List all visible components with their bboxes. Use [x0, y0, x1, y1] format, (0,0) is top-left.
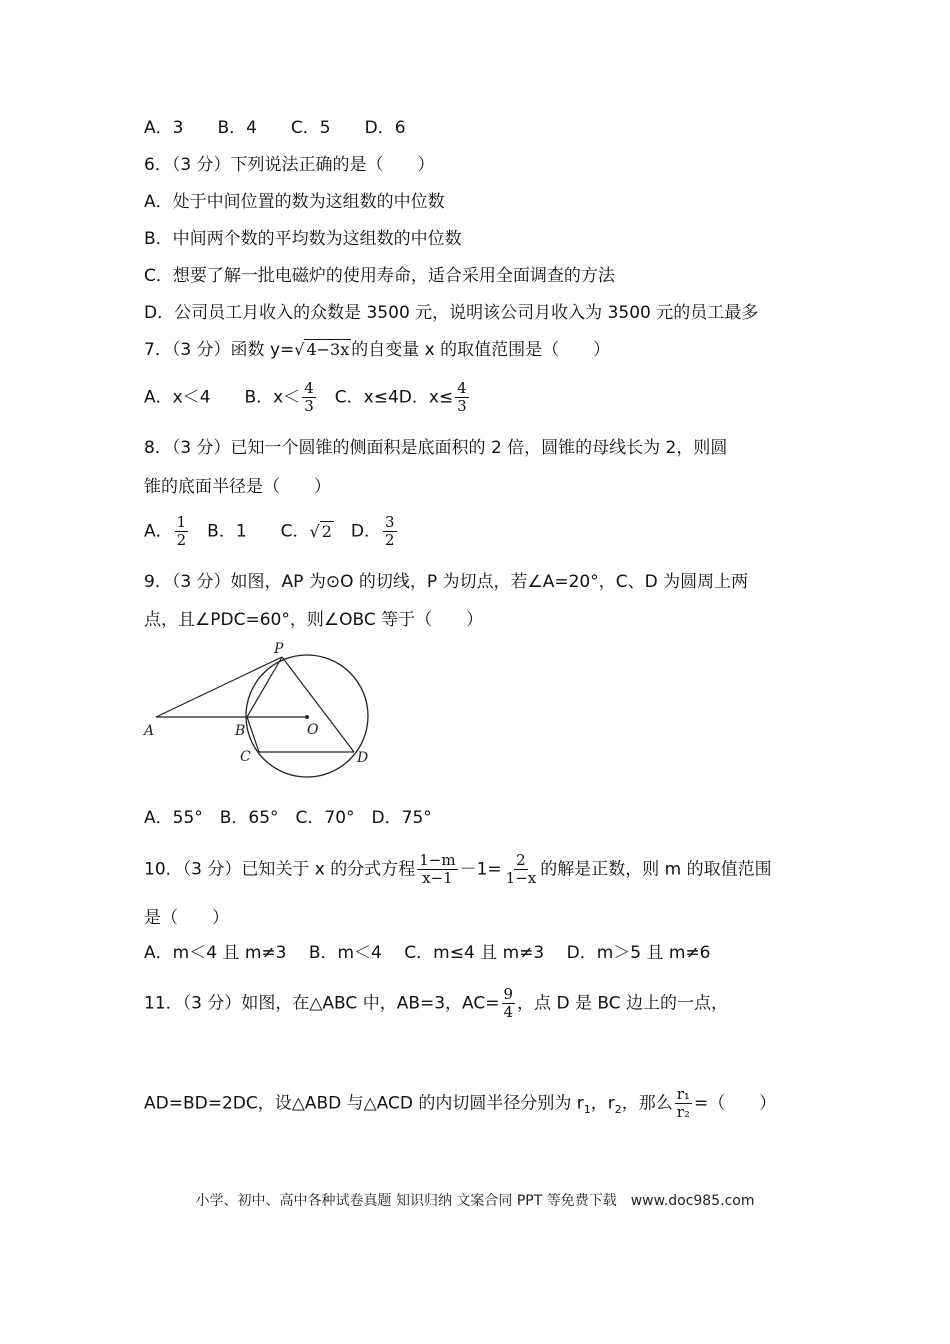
q7-option-cd: C．x≤4D．x≤: [317, 387, 454, 408]
q7-fraction-d: [455, 380, 469, 415]
q7-radicand: 4−3x: [306, 340, 350, 359]
q11-sep: ，r: [590, 1093, 615, 1114]
q7-stem-pre: 7．（3 分）函数 y=: [144, 340, 295, 360]
q7-fraction-b-den: 3: [304, 397, 314, 415]
q11-stem-post: ，点 D 是 BC 边上的一点，: [517, 993, 728, 1014]
q11-stem-pre: 11．（3 分）如图，在△ABC 中，AB=3，AC=: [144, 993, 500, 1014]
q11-line2-pre: AD=BD=2DC，设△ABD 与△ACD 的内切圆半径分别为 r: [144, 1093, 584, 1114]
q8-line2: 锥的底面半径是（ ）: [144, 477, 331, 497]
label-p: P: [274, 641, 284, 657]
q8-option-bc: B．1 C．: [190, 521, 310, 542]
q10-fraction-1-num: 1−m: [419, 851, 456, 869]
page-footer: 小学、初中、高中各种试卷真题 知识归纳 文案合同 PPT 等免费下载 www.doc985.com: [195, 1193, 755, 1209]
segment-ap: [156, 657, 282, 717]
q8-fraction-a-num: 1: [176, 513, 187, 531]
q5-options: A．3 B．4 C．5 D．6: [144, 118, 406, 138]
q10-fraction-2-den: 1−x: [505, 869, 537, 887]
q11-fraction-ac-num: 9: [503, 985, 514, 1003]
q11-fraction-ac-den: 4: [503, 1003, 514, 1021]
q8-sqrt: √ 2: [309, 521, 332, 541]
q11-fraction-r: [675, 1086, 692, 1121]
label-c: C: [240, 749, 251, 765]
q10-mid: －1=: [459, 859, 502, 880]
q8-option-d: D．: [333, 521, 382, 542]
q10-fraction-1-den: x−1: [422, 869, 453, 887]
label-b: B: [235, 723, 246, 739]
q6-option-c: C．想要了解一批电磁炉的使用寿命，适合采用全面调查的方法: [144, 266, 615, 286]
q6-stem: 6．（3 分）下列说法正确的是（ ）: [144, 155, 435, 175]
label-a: A: [144, 723, 155, 739]
q11-stem: [144, 986, 728, 1021]
q11-line2-post: =（ ）: [693, 1093, 777, 1114]
q9-figure: [138, 638, 378, 780]
q11-sub2: 2: [614, 1102, 622, 1116]
q6-option-d: D．公司员工月收入的众数是 3500 元，说明该公司月收入为 3500 元的员工最多: [144, 303, 759, 323]
q7-fraction-d-den: 3: [457, 397, 467, 415]
q8-fraction-d-den: 2: [385, 531, 395, 549]
q10-line2: 是（ ）: [144, 908, 229, 928]
q11-fraction-r-num: r₁: [676, 1085, 690, 1103]
q6-option-a: A．处于中间位置的数为这组数的中位数: [144, 192, 445, 212]
label-d: D: [357, 750, 369, 766]
q7-sqrt: √ 4−3x: [294, 340, 350, 359]
q7-stem: [144, 338, 610, 362]
q9-line2: 点，且∠PDC=60°，则∠OBC 等于（ ）: [144, 610, 484, 630]
q7-option-ab: A．x＜4 B．x＜: [144, 387, 301, 408]
q10-fraction-1: [417, 852, 457, 887]
q11-line2: [144, 1086, 776, 1122]
q10-stem: [144, 852, 772, 887]
q11-fraction-r-den: r₂: [676, 1103, 690, 1121]
q10-stem-pre: 10．（3 分）已知关于 x 的分式方程: [144, 859, 416, 880]
q9-line1: 9．（3 分）如图，AP 为⊙O 的切线，P 为切点，若∠A=20°，C、D 为圆周上两: [144, 572, 749, 592]
q10-fraction-2-num: 2: [516, 851, 526, 869]
q8-line1: 8．（3 分）已知一个圆锥的侧面积是底面积的 2 倍，圆锥的母线长为 2，则圆: [144, 438, 728, 458]
q7-fraction-b-num: 4: [304, 379, 314, 397]
q7-stem-post: 的自变量 x 的取值范围是（ ）: [351, 340, 611, 360]
point-o: [305, 715, 309, 719]
q11-fraction-ac: [502, 986, 516, 1021]
q11-sub1: 1: [583, 1102, 591, 1116]
q9-options: A．55° B．65° C．70° D．75°: [144, 808, 432, 828]
q8-fraction-d-num: 3: [385, 513, 395, 531]
q8-option-a: A．: [144, 521, 173, 542]
q10-options: A．m＜4 且 m≠3 B．m＜4 C．m≤4 且 m≠3 D．m＞5 且 m≠6: [144, 943, 711, 963]
q8-options: [144, 514, 399, 549]
q6-option-b: B．中间两个数的平均数为这组数的中位数: [144, 229, 462, 249]
q7-fraction-d-num: 4: [457, 379, 467, 397]
q10-stem-post: 的解是正数，则 m 的取值范围: [540, 859, 772, 880]
q8-fraction-a-den: 2: [176, 531, 187, 549]
q10-fraction-2: [504, 852, 539, 887]
q11-line2-mid: ，那么: [621, 1093, 673, 1114]
label-o: O: [307, 722, 319, 738]
q8-radicand: 2: [321, 521, 332, 541]
q7-fraction-b: [302, 380, 316, 415]
q8-fraction-d: [383, 514, 397, 549]
q7-options: [144, 380, 471, 415]
q8-fraction-a: [175, 514, 189, 549]
segment-pb: [247, 657, 282, 717]
